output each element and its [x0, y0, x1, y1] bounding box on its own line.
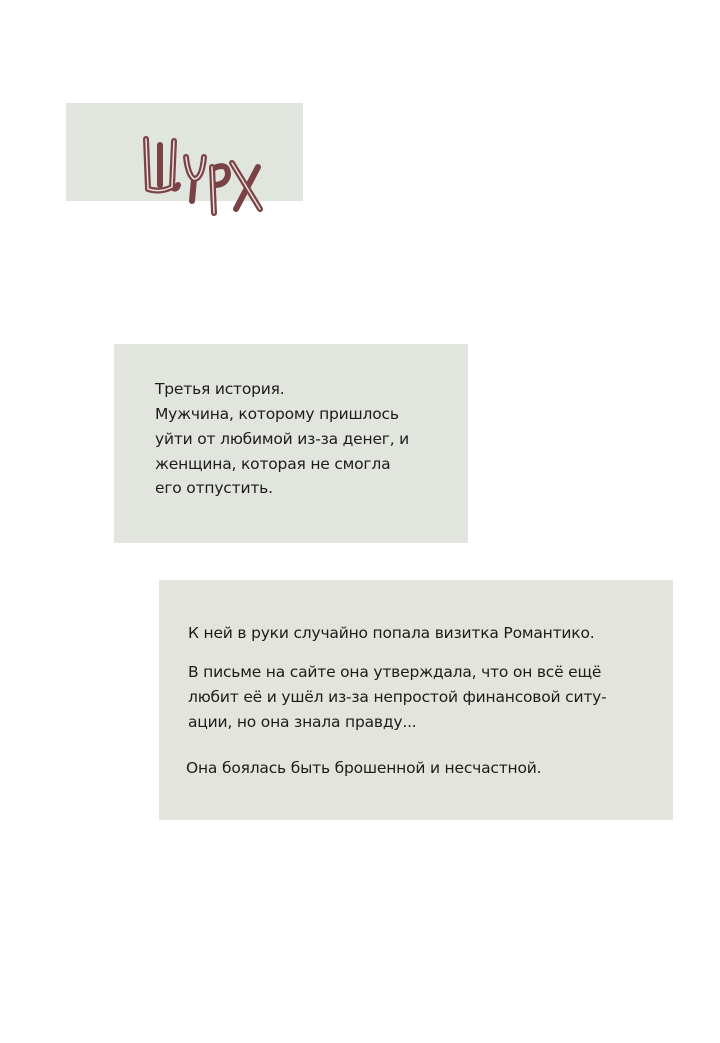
caption-box-story: [159, 580, 673, 820]
shurkh-logo: [136, 127, 266, 227]
caption-line: уйти от любимой из-за денег, и: [155, 430, 410, 448]
caption-line: женщина, которая не смогла: [155, 455, 391, 473]
logo-panel: [66, 103, 303, 201]
caption-line: Она боялась быть брошенной и несчастной.: [186, 759, 542, 777]
caption-line: Третья история.: [155, 380, 285, 398]
caption-line: Мужчина, которому пришлось: [155, 405, 399, 423]
caption-line: его отпустить.: [155, 479, 273, 497]
caption-line: В письме на сайте она утверждала, что он всё ещё: [188, 663, 602, 681]
caption-line: К ней в руки случайно попала визитка Романтико.: [188, 624, 595, 642]
caption-line: любит её и ушёл из-за непростой финансовой ситу-: [188, 688, 607, 706]
caption-line: ации, но она знала правду...: [188, 713, 417, 731]
caption-box-intro: [114, 344, 468, 543]
